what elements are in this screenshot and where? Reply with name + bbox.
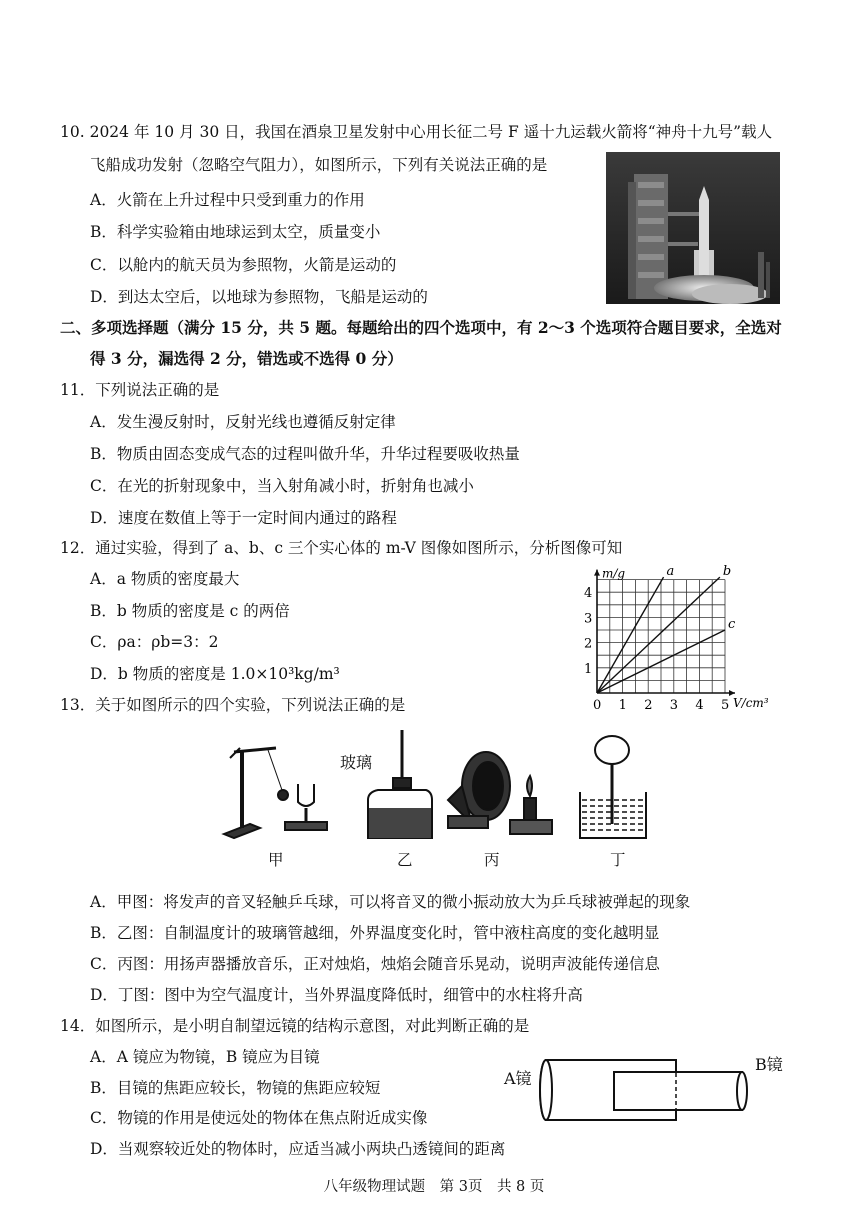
- q12-option-c: C．ρa：ρb=3：2: [90, 633, 219, 651]
- x-tick-label: 0: [593, 698, 602, 710]
- section2-heading-line2: 得 3 分，漏选得 2 分，错选或不选得 0 分）: [90, 349, 403, 368]
- y-tick-label: 1: [584, 661, 593, 677]
- q11-stem: 11．下列说法正确的是: [60, 381, 220, 399]
- page-footer: 八年级物理试题 第 3页 共 8 页: [323, 1179, 545, 1195]
- speaker-candle: [448, 752, 552, 834]
- q12-stem: 12．通过实验，得到了 a、b、c 三个实心体的 m-V 图像如图所示，分析图像可知: [60, 539, 623, 557]
- q13-option-b: B．乙图：自制温度计的玻璃管越细，外界温度变化时，管中液柱高度的变化越明显: [90, 924, 660, 942]
- q14-option-b: B．目镜的焦距应较长，物镜的焦距应较短: [90, 1079, 381, 1097]
- y-tick-label: 2: [584, 636, 593, 652]
- lens-b-label: B镜: [755, 1055, 783, 1074]
- q14-option-a: A．A 镜应为物镜，B 镜应为目镜: [90, 1048, 320, 1066]
- q10-option-b: B．科学实验箱由地球运到太空，质量变小: [90, 223, 381, 241]
- chart-labels: [584, 564, 769, 710]
- lens-a-label: A镜: [504, 1069, 532, 1088]
- tuning-fork-experiment: [224, 748, 327, 838]
- q11-option-a: A．发生漫反射时，反射光线也遵循反射定律: [90, 413, 396, 431]
- bottle-thermometer: [368, 730, 432, 838]
- air-thermometer: [580, 736, 646, 838]
- q11-option-c: C．在光的折射现象中，当入射角减小时，折射角也减小: [90, 477, 474, 495]
- x-tick-label: 4: [695, 698, 704, 710]
- m-v-chart: [576, 555, 776, 710]
- chart-grid: [597, 580, 725, 693]
- q10-option-a: A．火箭在上升过程中只受到重力的作用: [90, 191, 365, 209]
- q10-option-c: C．以舱内的航天员为参照物，火箭是运动的: [90, 256, 397, 274]
- x-tick-label: 3: [669, 698, 679, 710]
- q10-option-d: D．到达太空后，以地球为参照物，飞船是运动的: [90, 288, 428, 306]
- chart-axes: [594, 570, 735, 696]
- figure-label-ding: 丁: [610, 851, 626, 869]
- q14-option-c: C．物镜的作用是使远处的物体在焦点附近成实像: [90, 1109, 428, 1127]
- x-axis-label: V/cm³: [733, 696, 769, 710]
- q13-option-a: A．甲图：将发声的音叉轻触乒乓球，可以将音叉的微小振动放大为乒乓球被弹起的现象: [90, 893, 691, 911]
- series-label-c: c: [728, 617, 736, 632]
- q13-option-d: D．丁图：图中为空气温度计，当外界温度降低时，细管中的水柱将升高: [90, 986, 583, 1004]
- series-label-a: a: [666, 564, 675, 580]
- figure-label-bing: 丙: [484, 851, 500, 869]
- q12-option-b: B．b 物质的密度是 c 的两倍: [90, 602, 290, 620]
- y-tick-label: 3: [584, 611, 593, 627]
- telescope-diagram: [536, 1052, 751, 1132]
- y-axis-label: m/g: [602, 566, 626, 581]
- series-line-a: [597, 577, 664, 693]
- figure-label-jia: 甲: [268, 851, 284, 869]
- y-axis-arrow: [594, 570, 600, 576]
- q13-stem: 13．关于如图所示的四个实验，下列说法正确的是: [60, 696, 406, 714]
- figure-label-yi: 乙: [397, 851, 413, 869]
- y-tick-label: 4: [584, 586, 593, 602]
- x-tick-label: 1: [618, 698, 627, 710]
- series-label-b: b: [722, 564, 732, 580]
- section2-heading-line1: 二、多项选择题（满分 15 分，共 5 题。每题给出的四个选项中，有 2～3 个选项符合题目要求，全选对: [60, 318, 782, 337]
- series-line-b: [597, 577, 720, 693]
- q13-option-c: C．丙图：用扬声器播放音乐，正对烛焰，烛焰会随音乐晃动，说明声波能传递信息: [90, 955, 660, 973]
- q10-stem-line2: 飞船成功发射（忽略空气阻力），如图所示，下列有关说法正确的是: [90, 156, 548, 174]
- q14-stem: 14．如图所示，是小明自制望远镜的结构示意图，对此判断正确的是: [60, 1017, 530, 1035]
- q10-stem-line1: 10. 2024 年 10 月 30 日，我国在酒泉卫星发射中心用长征二号 F 遥十九运载火箭将“神舟十九号”载人: [60, 123, 773, 141]
- x-tick-label: 2: [644, 698, 653, 710]
- q14-option-d: D．当观察较近处的物体时，应适当减小两块凸透镜间的距离: [90, 1140, 506, 1158]
- q11-option-d: D．速度在数值上等于一定时间内通过的路程: [90, 509, 397, 527]
- q12-option-d: D．b 物质的密度是 1.0×10³kg/m³: [90, 665, 340, 683]
- q11-option-b: B．物质由固态变成气态的过程叫做升华，升华过程要吸收热量: [90, 445, 520, 463]
- rocket-launch-photo: [606, 152, 780, 304]
- glass-label: 玻璃: [340, 753, 373, 772]
- x-tick-label: 5: [721, 698, 730, 710]
- q12-option-a: A．a 物质的密度最大: [90, 570, 240, 588]
